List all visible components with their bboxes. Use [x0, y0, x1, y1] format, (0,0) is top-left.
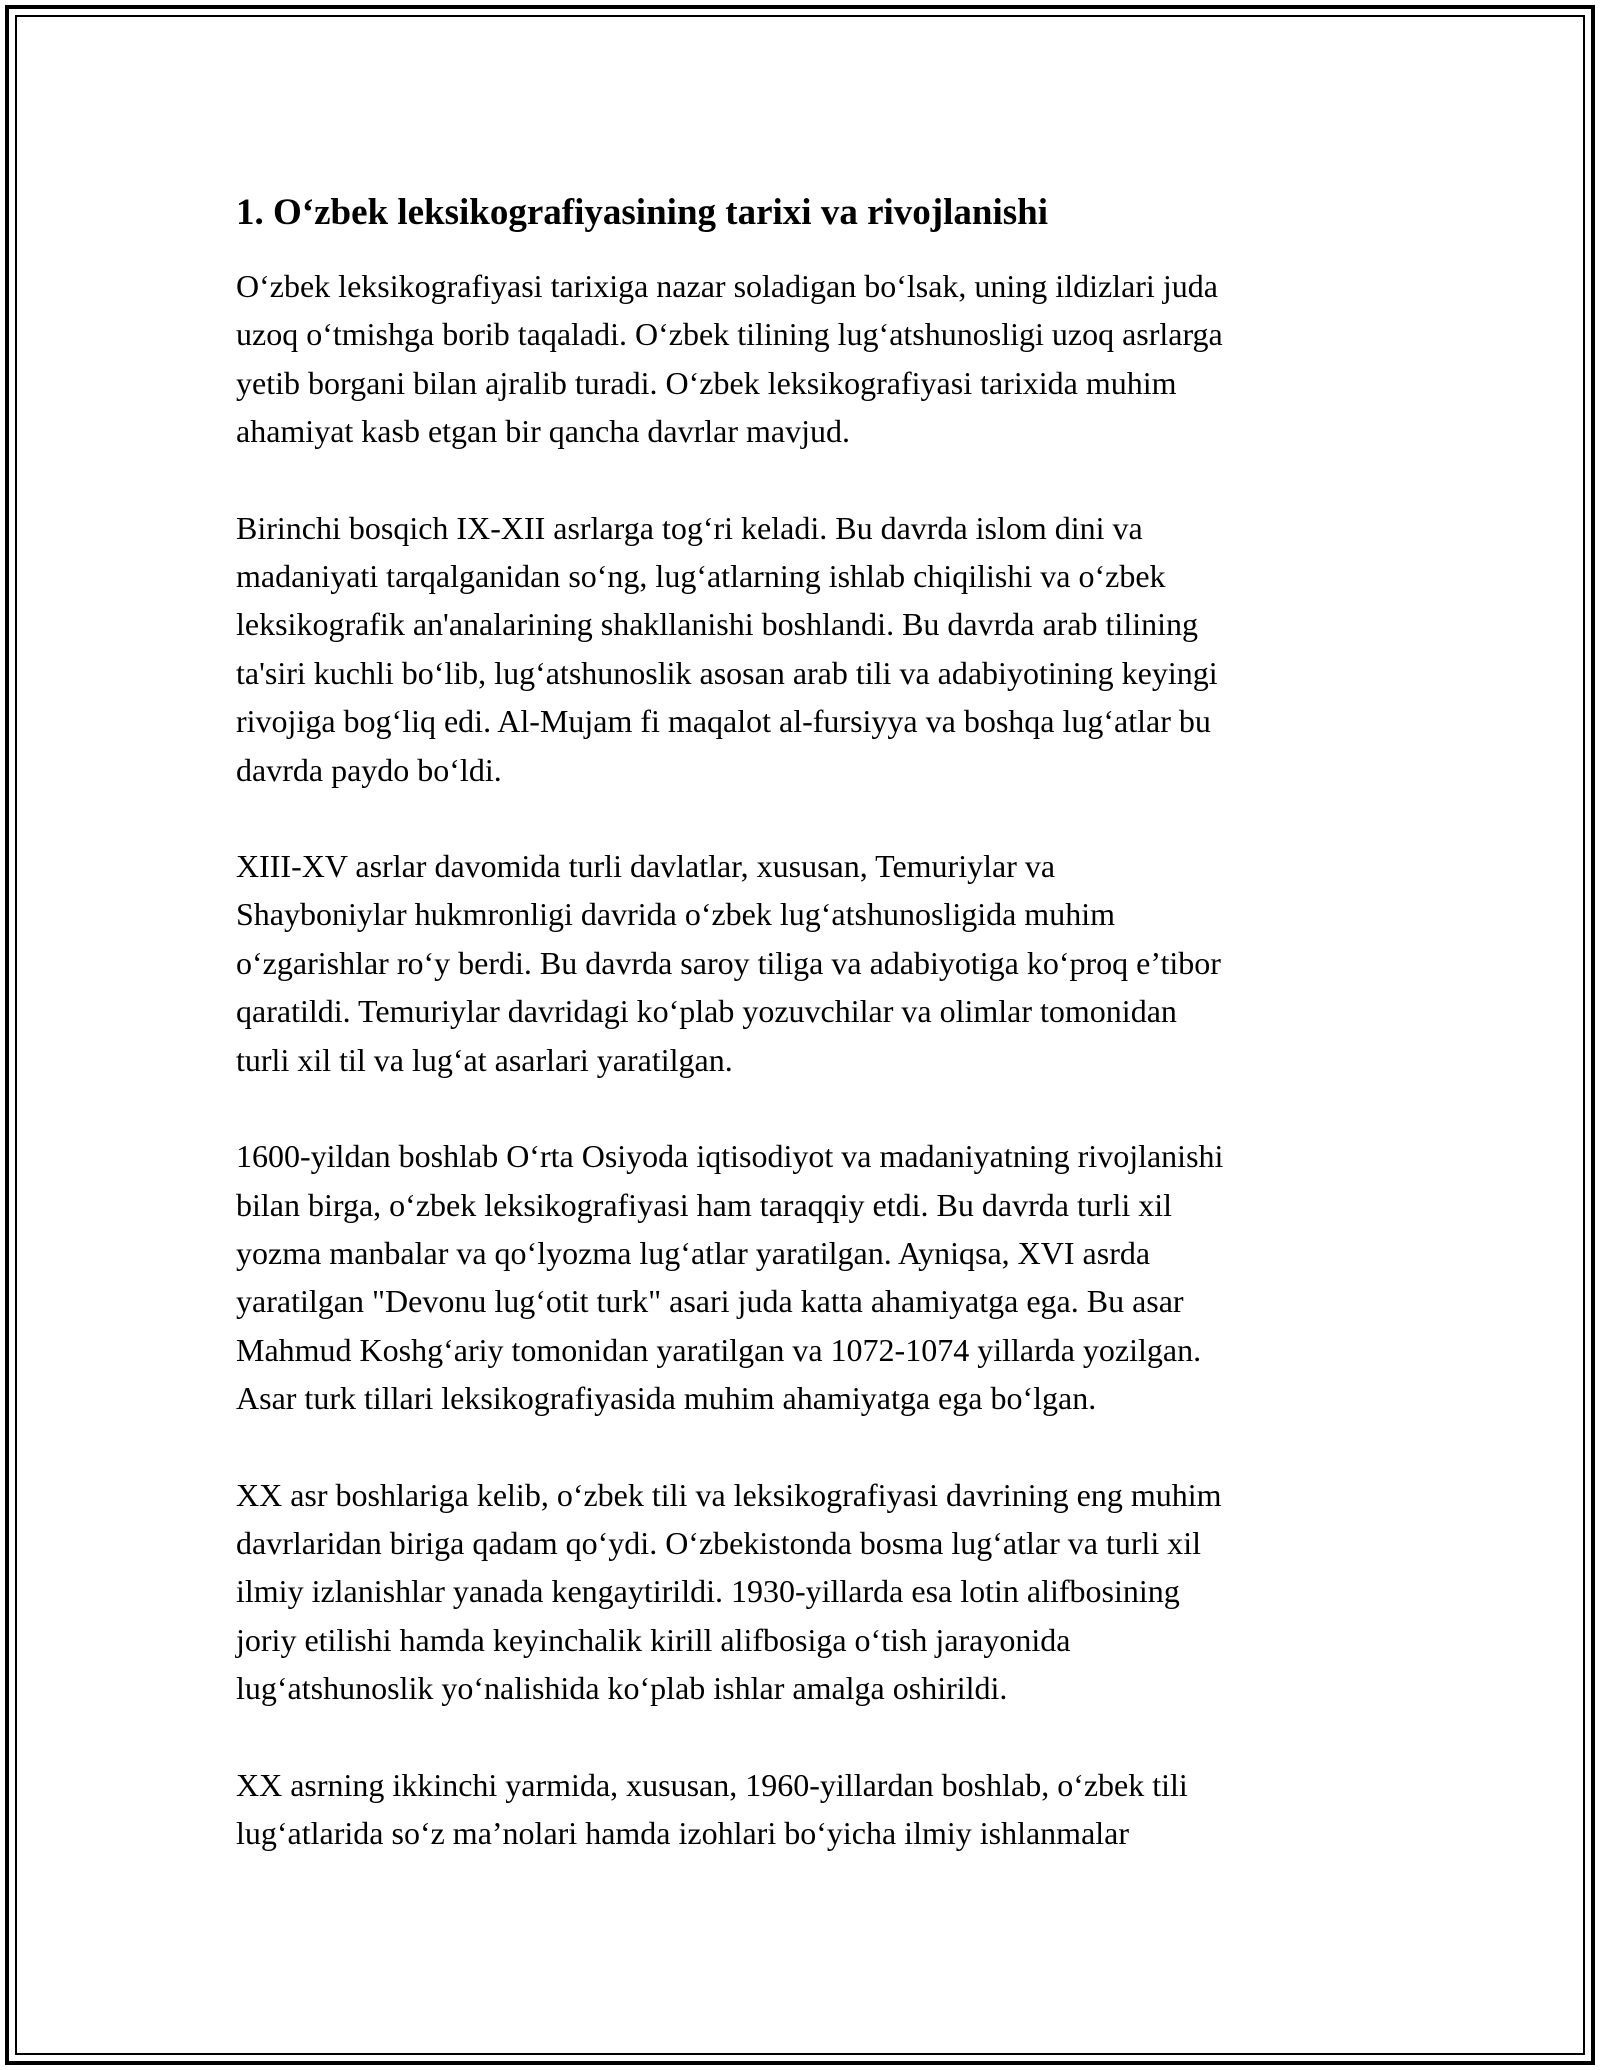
paragraph-4: [236, 1132, 1386, 1422]
paragraph-line: Asar turk tillari leksikografiyasida muhim ahamiyatga ega bo‘lgan.: [236, 1380, 1097, 1417]
paragraph-line: ilmiy izlanishlar yanada kengaytirildi. 1930-yillarda esa lotin alifbosining: [236, 1573, 1180, 1610]
paragraph-line: yaratilgan "Devonu lug‘otit turk" asari juda katta ahamiyatga ega. Bu asar: [236, 1283, 1184, 1320]
paragraph-line: rivojiga bog‘liq edi. Al-Mujam fi maqalot al-fursiyya va boshqa lug‘atlar bu: [236, 703, 1211, 740]
paragraph-3: [236, 842, 1386, 1084]
paragraph-line: ta'siri kuchli bo‘lib, lug‘atshunoslik asosan arab tili va adabiyotining keyingi: [236, 654, 1218, 691]
paragraph-line: leksikografik an'analarining shakllanishi boshlandi. Bu davrda arab tilining: [236, 606, 1198, 643]
paragraph-1: [236, 262, 1386, 456]
paragraph-line: O‘zbek leksikografiyasi tarixiga nazar soladigan bo‘lsak, uning ildizlari juda: [236, 268, 1218, 304]
paragraph-6: [236, 1761, 1386, 1858]
paragraph-line: lug‘atshunoslik yo‘nalishida ko‘plab ishlar amalga oshirildi.: [236, 1670, 1008, 1707]
paragraph-line: o‘zgarishlar ro‘y berdi. Bu davrda saroy tiliga va adabiyotiga ko‘proq e’tibor: [236, 944, 1221, 981]
paragraph-line: turli xil til va lug‘at asarlari yaratilgan.: [236, 1041, 733, 1078]
paragraph-line: yozma manbalar va qo‘lyozma lug‘atlar yaratilgan. Ayniqsa, XVI asrda: [236, 1234, 1151, 1271]
paragraph-line: davrda paydo bo‘ldi.: [236, 751, 502, 788]
paragraph-line: bilan birga, o‘zbek leksikografiyasi ham taraqqiy etdi. Bu davrda turli xil: [236, 1186, 1173, 1223]
paragraph-line: lug‘atlarida so‘z ma’nolari hamda izohlari bo‘yicha ilmiy ishlanmalar: [236, 1814, 1130, 1851]
paragraph-line: 1600-yildan boshlab O‘rta Osiyoda iqtisodiyot va madaniyatning rivojlanishi: [236, 1138, 1224, 1175]
paragraph-line: Shayboniylar hukmronligi davrida o‘zbek lug‘atshunosligida muhim: [236, 896, 1115, 933]
paragraph-line: joriy etilishi hamda keyinchalik kirill alifbosiga o‘tish jarayonida: [236, 1621, 1071, 1658]
paragraph-line: uzoq o‘tmishga borib taqaladi. O‘zbek tilining lug‘atshunosligi uzoq asrlarga: [236, 316, 1223, 353]
paragraph-line: ahamiyat kasb etgan bir qancha davrlar mavjud.: [236, 413, 850, 450]
paragraph-line: XX asr boshlariga kelib, o‘zbek tili va leksikografiyasi davrining eng muhim: [236, 1476, 1222, 1513]
paragraph-2: [236, 504, 1386, 794]
paragraph-line: Mahmud Koshg‘ariy tomonidan yaratilgan va 1072-1074 yillarda yozilgan.: [236, 1331, 1202, 1368]
paragraph-line: qaratildi. Temuriylar davridagi ko‘plab yozuvchilar va olimlar tomonidan: [236, 993, 1177, 1030]
document-body: [236, 186, 1386, 1905]
paragraph-line: davrlaridan biriga qadam qo‘ydi. O‘zbekistonda bosma lug‘atlar va turli xil: [236, 1524, 1202, 1561]
paragraph-line: yetib borgani bilan ajralib turadi. O‘zbek leksikografiyasi tarixida muhim: [236, 364, 1177, 401]
paragraph-5: [236, 1471, 1386, 1713]
paragraph-line: madaniyati tarqalganidan so‘ng, lug‘atlarning ishlab chiqilishi va o‘zbek: [236, 558, 1166, 595]
paragraph-line: XIII-XV asrlar davomida turli davlatlar, xususan, Temuriylar va: [236, 848, 1056, 885]
paragraph-line: XX asrning ikkinchi yarmida, xususan, 1960-yillardan boshlab, o‘zbek tili: [236, 1766, 1188, 1803]
page-title: 1. O‘zbek leksikografiyasining tarixi va rivojlanishi: [236, 192, 1048, 233]
paragraph-line: Birinchi bosqich IX-XII asrlarga tog‘ri keladi. Bu davrda islom dini va: [236, 509, 1143, 546]
